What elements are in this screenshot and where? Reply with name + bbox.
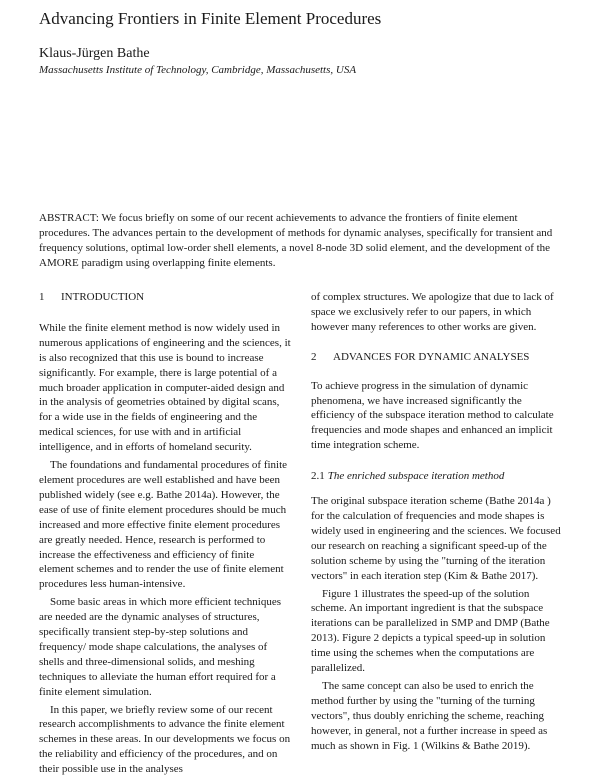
paragraph: The same concept can also be used to enrich the method further by using the "turning of the turning vectors", thus doubly enriching the scheme, reaching however, in general, not a further increase in speed as much as shown in Fig. 1 (Wilkins & Bathe 2019). — [311, 679, 548, 752]
paragraph: To achieve progress in the simulation of dynamic phenomena, we have increased significantly the efficiency of the subspace iteration method to calculate frequencies and mode shapes and enhanced an implicit time integration scheme. — [311, 379, 554, 452]
paragraph: The original subspace iteration scheme (Bathe 2014a ) for the calculation of frequencies and mode shapes is widely used in engineering and the sciences. We focused our research on reaching a significant speed-up of the solution scheme by using the "turning of the iteration vectors" in each iteration step (Kim & Bathe 2017). — [311, 495, 561, 582]
paragraph: Some basic areas in which more efficient techniques are needed are the dynamic analyses of structures, specifically transient step-by-step solutions and frequency/ mode shape calculations, the analyses of shells and three-dimensional solids, and meshing techniques to alleviate the human effort required for a finite element simulation. — [39, 596, 282, 698]
subsection-2-1-heading — [311, 469, 565, 484]
section-1-heading — [39, 290, 291, 305]
paragraph-continuation: of complex structures. We apologize that due to lack of space we exclusively refer to our papers, in which however many references to other works are given. — [311, 291, 554, 333]
paper-title: Advancing Frontiers in Finite Element Procedures — [39, 9, 382, 28]
paragraph: Figure 1 illustrates the speed-up of the solution scheme. An important ingredient is that the subspace iterations can be parallelized in SMP and DMP (Bathe 2013). Figure 2 depicts a typical speed-up in solution time using the schemes when the computations are parallelized. — [311, 587, 550, 675]
section-2-title: ADVANCES FOR DYNAMIC ANALYSES — [333, 350, 530, 363]
paragraph: The foundations and fundamental procedures of finite element procedures are well established and have been published widely (see e.g. Bathe 2014a). However, the ease of use of finite element procedures should be much increased and more effective finite element procedures are greatly needed. Hence, research is performed to increase the effectiveness and efficiency of finite element schemes and to render the use of finite element procedures less human-intensive. — [39, 459, 288, 591]
section-1-number: 1 — [39, 291, 45, 303]
right-column — [311, 290, 565, 753]
author-name: Klaus-Jürgen Bathe — [39, 46, 150, 61]
left-column — [39, 290, 291, 777]
subsection-2-1-number: 2.1 — [311, 470, 325, 483]
subsection-2-1-title: The enriched subspace iteration method — [327, 470, 505, 483]
paragraph: While the finite element method is now widely used in numerous applications of engineering and the sciences, it is also recognized that this use is bound to increase significantly. For example, there is large potential of a much broader application in computer-aided design and in the analysis of geometries obtained by digital scans, for a wide use in the fields of engineering and the medical sciences, for use with and in artificial intelligence, and in efforts of homeland security. — [39, 321, 291, 454]
section-2-heading — [311, 350, 565, 365]
abstract: ABSTRACT: We focus briefly on some of our recent achievements to advance the frontiers of finite element procedures. The advances pertain to the development of methods for dynamic analyses, specifically for transient and frequency solutions, optimal low-order shell elements, a novel 8-node 3D solid element, and the development of the AMORE paradigm using overlapping finite elements. — [39, 212, 553, 269]
section-2-number: 2 — [311, 350, 317, 363]
paragraph: In this paper, we briefly review some of our recent research accomplishments to advance the finite element schemes in these areas. In our developments we focus on the reliability and efficiency of the procedures, and on their possible use in the analyses — [39, 703, 291, 776]
author-affiliation: Massachusetts Institute of Technology, Cambridge, Massachusetts, USA — [39, 64, 357, 76]
section-1-title: INTRODUCTION — [61, 291, 145, 303]
